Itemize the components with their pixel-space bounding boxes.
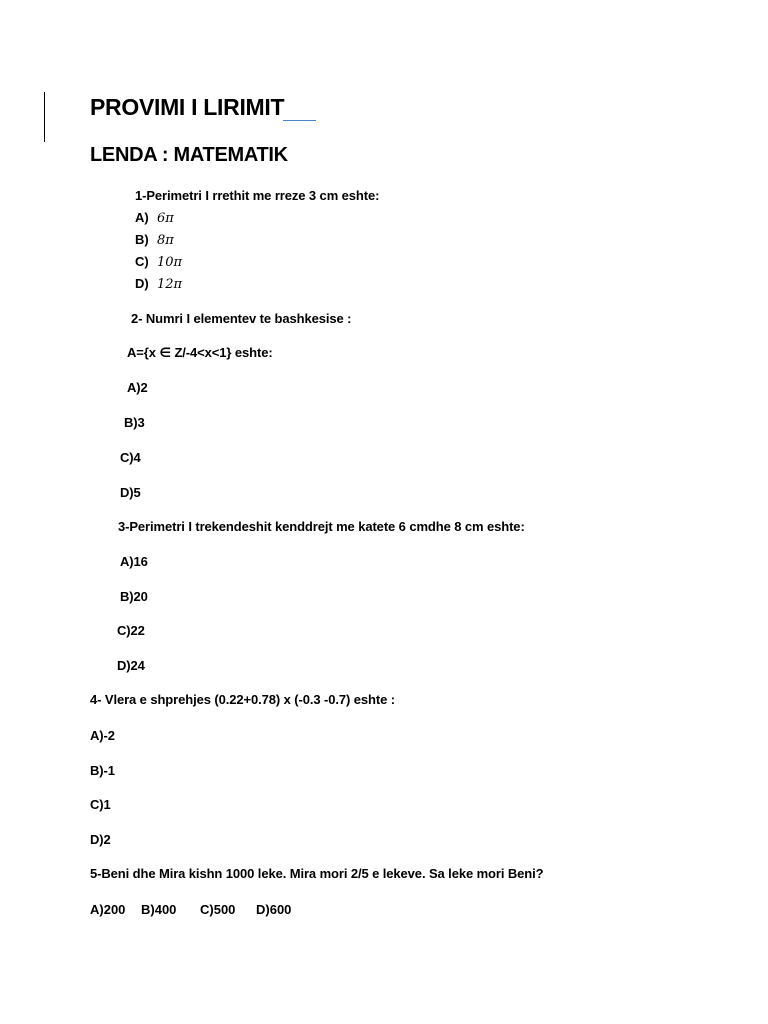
question-2-set: A={x ∈ Z/-4<x<1} eshte: <box>127 345 273 360</box>
question-4-option-c: C)1 <box>90 797 111 812</box>
question-4-option-a: A)-2 <box>90 728 115 743</box>
question-2-option-d: D)5 <box>120 485 141 500</box>
option-value: 10π <box>157 255 183 270</box>
option-letter: D) <box>135 276 149 291</box>
option-value: 12π <box>157 277 183 292</box>
question-5-option-b: B)400 <box>141 902 177 917</box>
question-2-option-c: C)4 <box>120 450 141 465</box>
document-title: PROVIMI I LIRIMIT <box>90 94 285 120</box>
question-1-option-c <box>135 254 182 270</box>
option-value: 6π <box>157 211 174 226</box>
question-3-option-b: B)20 <box>120 589 148 604</box>
question-4-option-b: B)-1 <box>90 763 115 778</box>
question-2-option-a: A)2 <box>127 380 148 395</box>
question-3-option-c: C)22 <box>117 623 145 638</box>
subject-heading: LENDA : MATEMATIK <box>90 144 288 166</box>
question-5-options-row <box>90 901 291 919</box>
question-5-option-d: D)600 <box>256 902 292 917</box>
question-1-text: 1-Perimetri I rrethit me rreze 3 cm eshte: <box>135 188 380 203</box>
question-2-text: 2- Numri I elementev te bashkesise : <box>131 311 352 326</box>
question-3-text: 3-Perimetri I trekendeshit kenddrejt me katete 6 cmdhe 8 cm eshte: <box>118 519 525 534</box>
option-value: 8π <box>157 233 174 248</box>
question-5-option-c: C)500 <box>200 902 236 917</box>
question-3-option-d: D)24 <box>117 658 145 673</box>
question-5-option-a: A)200 <box>90 902 126 917</box>
question-5-text: 5-Beni dhe Mira kishn 1000 leke. Mira mori 2/5 e lekeve. Sa leke mori Beni? <box>90 866 544 881</box>
question-1-option-b <box>135 232 174 248</box>
question-1-option-d <box>135 276 182 292</box>
margin-change-bar <box>44 92 45 142</box>
question-4-option-d: D)2 <box>90 832 111 847</box>
option-letter: A) <box>135 210 149 225</box>
question-4-text: 4- Vlera e shprehjes (0.22+0.78) x (-0.3 -0.7) eshte : <box>90 692 395 707</box>
option-letter: B) <box>135 232 149 247</box>
title-underline <box>283 120 316 121</box>
option-letter: C) <box>135 254 149 269</box>
question-1-option-a <box>135 210 174 226</box>
question-3-option-a: A)16 <box>120 554 148 569</box>
question-2-option-b: B)3 <box>124 415 145 430</box>
